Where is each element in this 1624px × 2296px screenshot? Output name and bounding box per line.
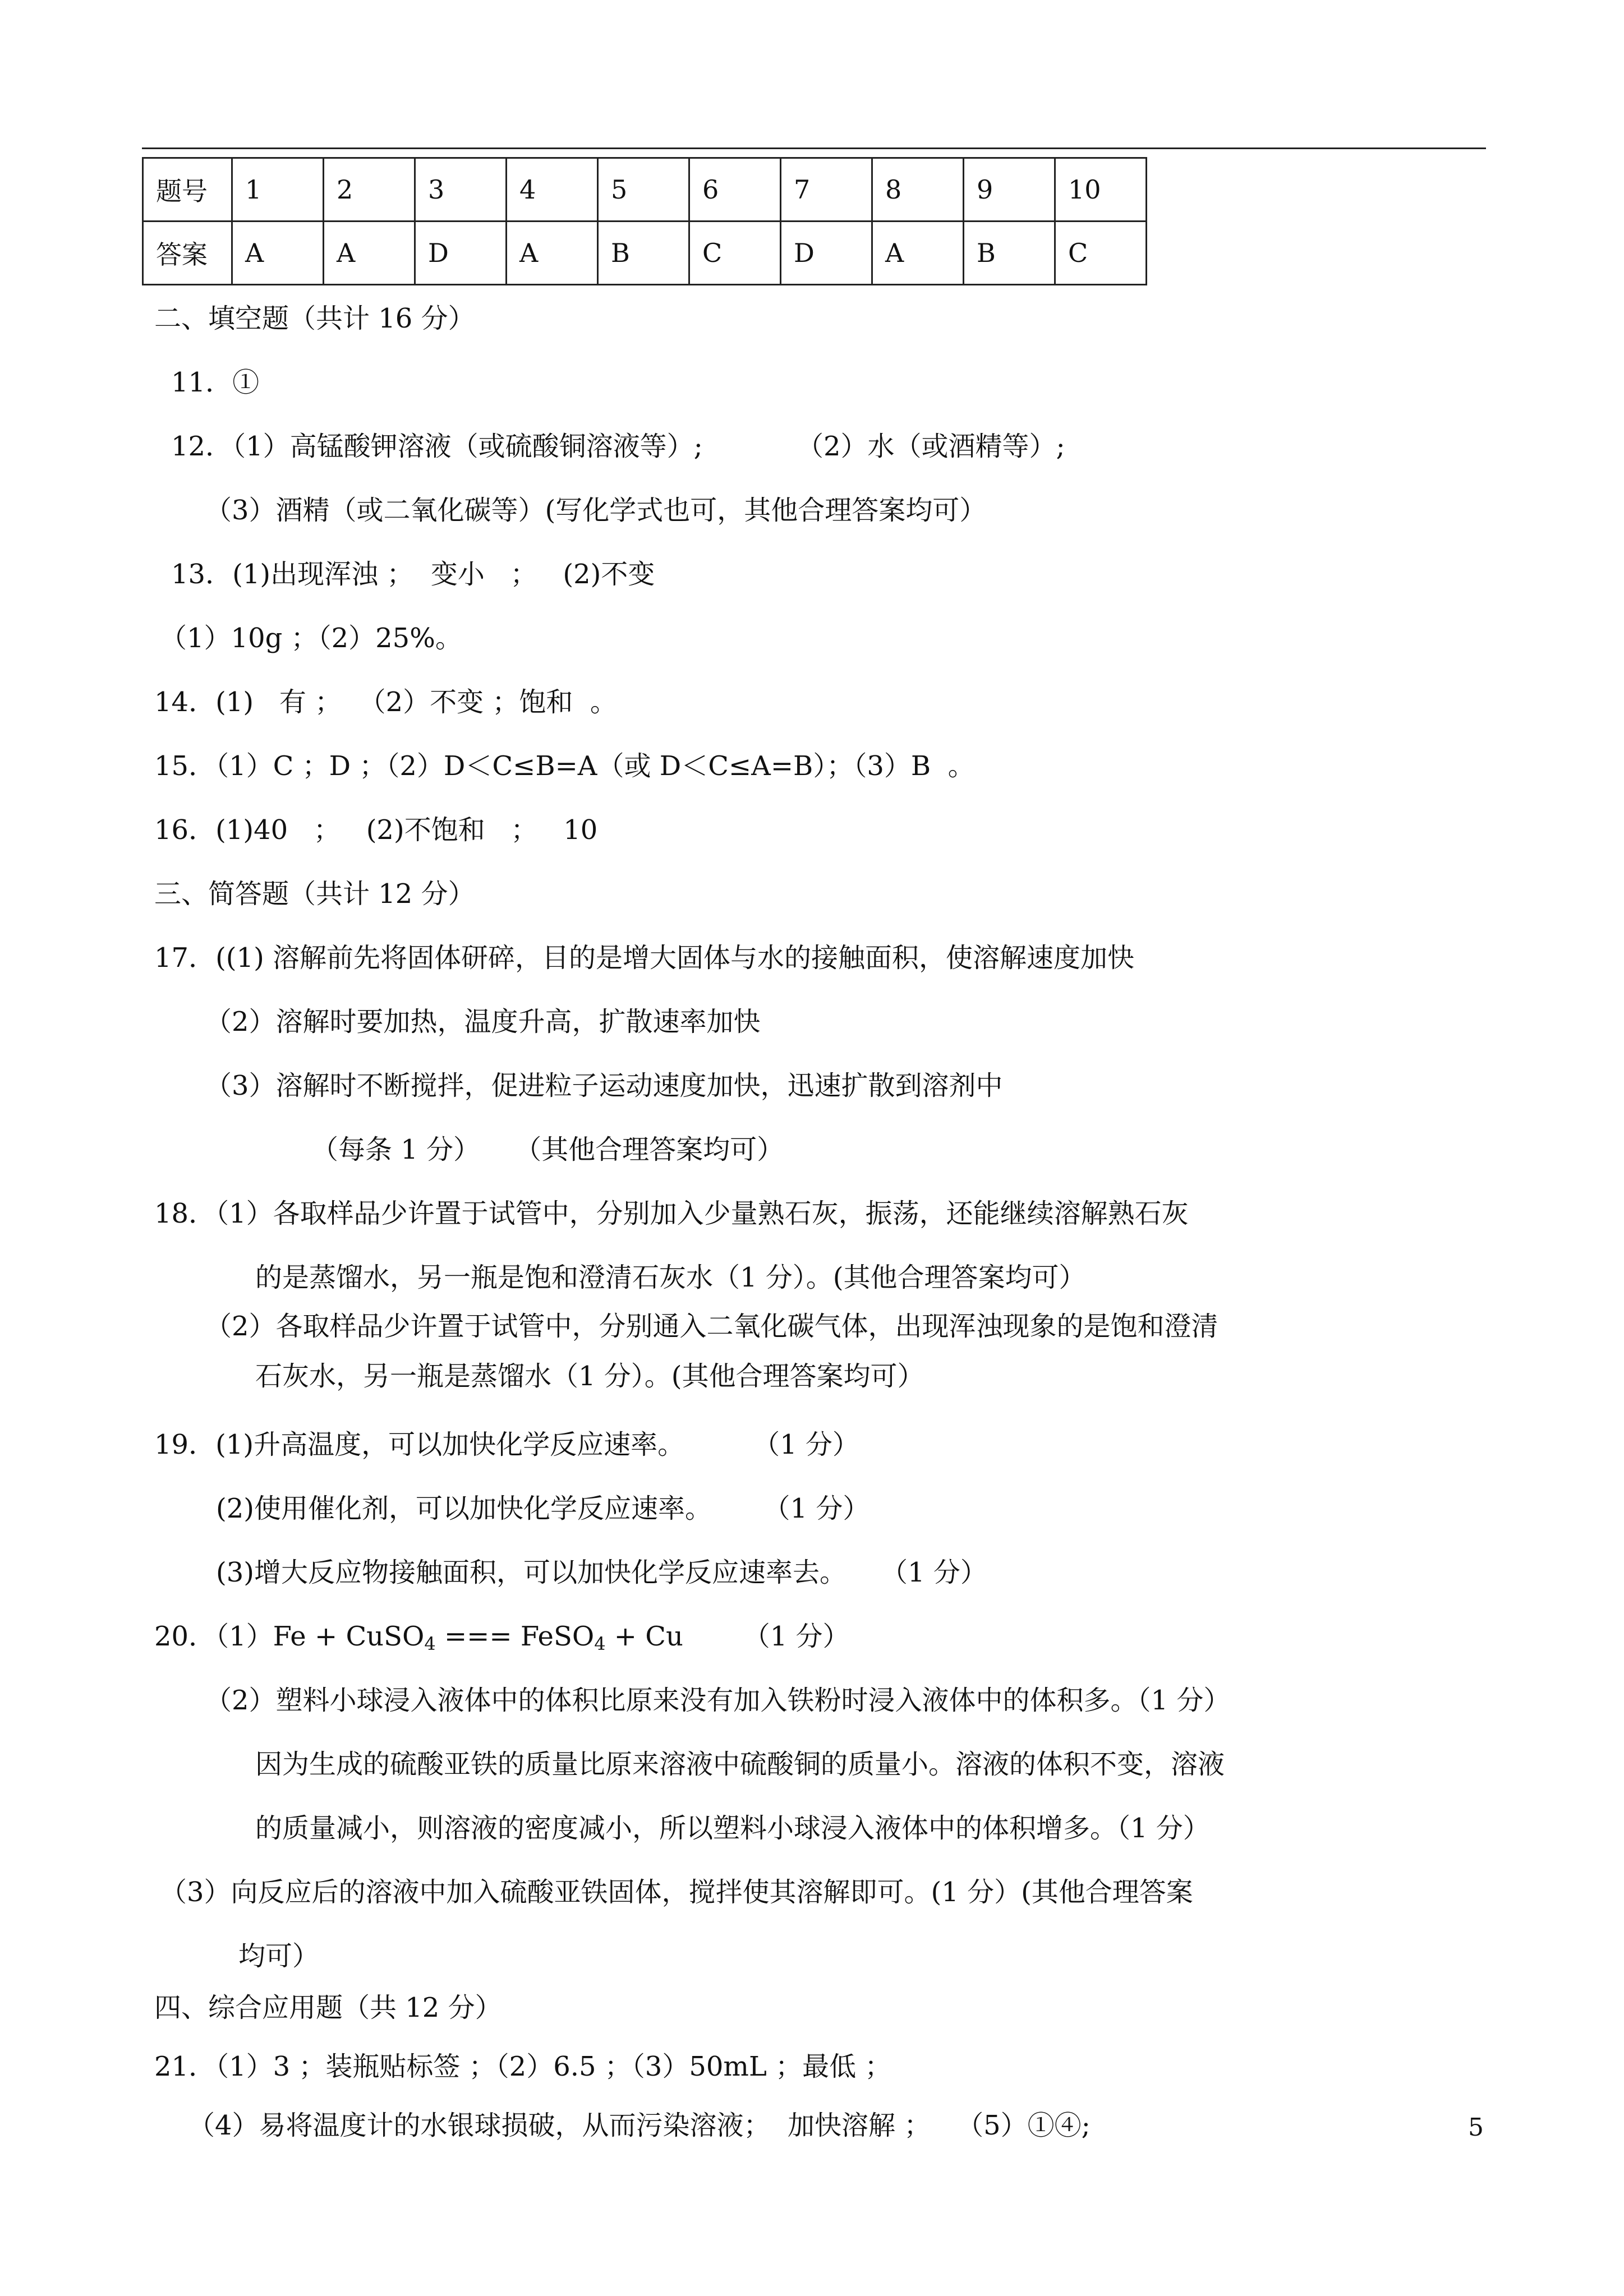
answer-cell: D	[781, 222, 872, 285]
answer-cell: D	[415, 222, 507, 285]
answer-cell: A	[872, 222, 964, 285]
answer-cell: B	[964, 222, 1055, 285]
row-label-answer: 答案	[143, 222, 232, 285]
question-number-cell: 4	[507, 158, 598, 222]
question-number-cell: 7	[781, 158, 872, 222]
header-rule	[142, 147, 1486, 149]
answer-cell: C	[1055, 222, 1147, 285]
equation-part: === FeSO	[435, 1621, 595, 1652]
answer-cell: C	[689, 222, 781, 285]
equation-part: + Cu （1 分）	[605, 1621, 850, 1652]
answer-line-18-2: （2）各取样品少许置于试管中，分别通入二氧化碳气体，出现浑浊现象的是饱和澄清	[205, 1311, 1218, 1342]
answer-cell: A	[232, 222, 324, 285]
answer-line-18-1: 18．（1）各取样品少许置于试管中，分别加入少量熟石灰，振荡，还能继续溶解熟石灰	[154, 1198, 1189, 1229]
answer-line-20-3: （3）向反应后的溶液中加入硫酸亚铁固体，搅拌使其溶解即可。(1 分）(其他合理答案	[160, 1877, 1193, 1908]
answer-table	[142, 157, 1147, 285]
answer-line-17-1: 17．((1) 溶解前先将固体研碎，目的是增大固体与水的接触面积，使溶解速度加快	[154, 942, 1135, 974]
answer-cell: A	[324, 222, 415, 285]
page-number: 5	[1468, 2113, 1484, 2142]
answer-line-14: 14．(1) 有 ； （2）不变 ；饱和 。	[154, 686, 617, 718]
table-row-answers	[143, 222, 1147, 285]
table-row-numbers	[143, 158, 1147, 222]
subscript: 4	[424, 1633, 436, 1654]
answer-line-20-1	[154, 1620, 850, 1661]
answer-line-12-part3: （3）酒精（或二氧化碳等）(写化学式也可，其他合理答案均可）	[205, 495, 987, 526]
question-number-cell: 8	[872, 158, 964, 222]
answer-line-21-1: 21．（1）3 ；装瓶贴标签 ；（2）6.5 ；（3）50mL ；最低 ；	[154, 2051, 892, 2082]
section-heading-application: 四、综合应用题（共 12 分）	[154, 1992, 502, 2023]
row-label-question-number: 题号	[143, 158, 232, 222]
answer-line-20-2-cont1: 因为生成的硫酸亚铁的质量比原来溶液中硫酸铜的质量小。溶液的体积不变，溶液	[255, 1749, 1225, 1780]
answer-line-16: 16．(1)40 ； (2)不饱和 ； 10	[154, 814, 598, 846]
section-heading-fill-in: 二、填空题（共计 16 分）	[154, 303, 475, 334]
answer-line-18-2-cont: 石灰水，另一瓶是蒸馏水（1 分）。(其他合理答案均可）	[255, 1361, 924, 1392]
answer-line-11: 11．①	[171, 367, 260, 398]
subscript: 4	[594, 1633, 606, 1654]
answer-line-19-2: (2)使用催化剂，可以加快化学反应速率。 （1 分）	[216, 1493, 870, 1524]
question-number-cell: 1	[232, 158, 324, 222]
question-number-cell: 6	[689, 158, 781, 222]
question-number-cell: 5	[598, 158, 689, 222]
answer-line-13-calc: （1）10g ；（2）25%。	[160, 623, 462, 654]
answer-line-17-2: （2）溶解时要加热，温度升高，扩散速率加快	[205, 1006, 761, 1038]
answer-line-13: 13．(1)出现浑浊 ； 变小 ； (2)不变	[171, 559, 655, 590]
question-number-cell: 9	[964, 158, 1055, 222]
question-number-cell: 10	[1055, 158, 1147, 222]
answer-cell: B	[598, 222, 689, 285]
answer-line-17-3: （3）溶解时不断搅拌，促进粒子运动速度加快，迅速扩散到溶剂中	[205, 1070, 1003, 1101]
question-number-cell: 3	[415, 158, 507, 222]
equation-part: 20．（1）Fe + CuSO	[154, 1621, 425, 1652]
answer-line-20-2: （2）塑料小球浸入液体中的体积比原来没有加入铁粉时浸入液体中的体积多。（1 分）	[205, 1685, 1231, 1716]
answer-line-18-1-cont: 的是蒸馏水，另一瓶是饱和澄清石灰水（1 分）。(其他合理答案均可）	[255, 1262, 1086, 1293]
section-heading-short-answer: 三、简答题（共计 12 分）	[154, 878, 475, 910]
answer-line-19-3: (3)增大反应物接触面积，可以加快化学反应速率去。 （1 分）	[216, 1557, 987, 1588]
answer-line-20-3-cont: 均可）	[238, 1940, 320, 1972]
answer-line-21-2: （4）易将温度计的水银球损破，从而污染溶液； 加快溶解 ； （5）①④;	[188, 2110, 1091, 2141]
answer-cell: A	[507, 222, 598, 285]
answer-line-12-part2: （2）水（或酒精等）;	[797, 431, 1065, 462]
question-number-cell: 2	[324, 158, 415, 222]
answer-line-20-2-cont2: 的质量减小，则溶液的密度减小，所以塑料小球浸入液体中的体积增多。（1 分）	[255, 1813, 1210, 1844]
answer-line-12-part1: 12．（1）高锰酸钾溶液（或硫酸铜溶液等）;	[171, 431, 703, 462]
answer-line-17-note: （每条 1 分） （其他合理答案均可）	[311, 1134, 784, 1165]
answer-line-15: 15．（1）C ；D ；（2）D＜C≤B=A（或 D＜C≤A=B）；（3）B 。	[154, 750, 975, 782]
answer-line-19-1: 19．(1)升高温度，可以加快化学反应速率。 （1 分）	[154, 1429, 859, 1460]
